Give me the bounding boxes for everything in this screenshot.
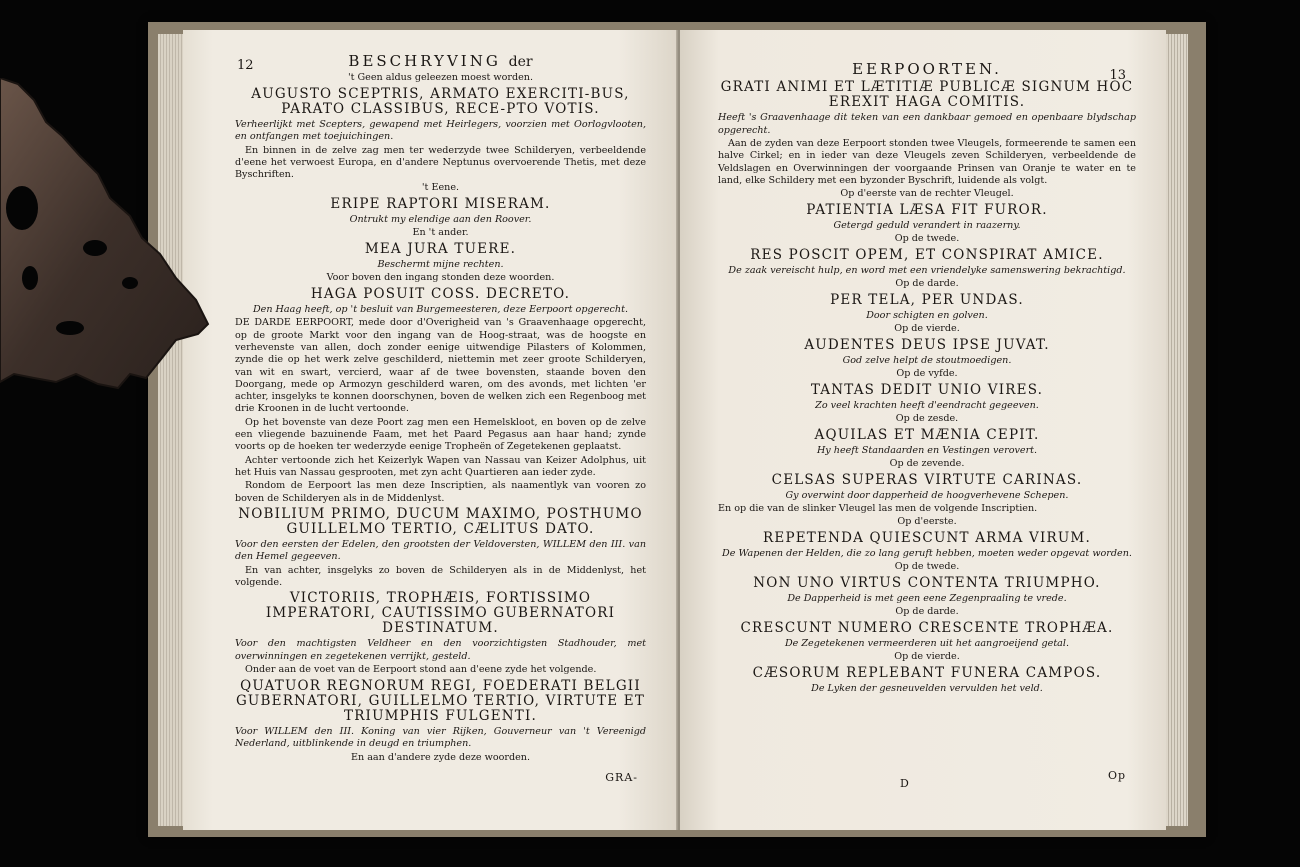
left-wing-inscriptions xyxy=(718,531,1136,696)
paragraph: Op het bovenste van deze Poort zag men een Hemelskloot, en boven op de zelve een vliegende bazuinende Faam, met het Paard Pegasus aan haar hand; zynde voorts op de hoeken ter wederzyde eenige Tropheën of Zegetekenen geplaatst. xyxy=(235,416,646,453)
latin-inscription: PATIENTIA LÆSA FIT FUROR. xyxy=(806,201,1048,218)
dutch-translation: De Lyken der gesneuvelden vervulden het veld. xyxy=(811,682,1043,694)
latin-inscription: AUDENTES DEUS IPSE JUVAT. xyxy=(804,336,1050,353)
latin-inscription: PER TELA, PER UNDAS. xyxy=(830,291,1024,308)
metal-page-clip xyxy=(0,78,210,408)
dutch-translation: Zo veel krachten heeft d'eendracht gegeeven. xyxy=(815,399,1039,411)
dutch-translation: Den Haag heeft, op 't besluit van Burgemeesteren, deze Eerpoort opgerecht. xyxy=(252,303,629,315)
paragraph: Onder aan de voet van de Eerpoort stond aan d'eene zyde het volgende. xyxy=(245,664,597,676)
catchword: Op xyxy=(1107,769,1126,782)
dutch-translation: Voor den machtigsten Veldheer en den voorzichtigsten Stadhouder, met overwinningen en zegetekenen verrijkt, gesteld. xyxy=(235,638,646,662)
right-page-edges xyxy=(1166,34,1188,826)
label: Op de twede. xyxy=(894,233,960,245)
label: Op de darde. xyxy=(895,278,959,290)
dutch-translation: De Zegetekenen vermeerderen uit het aangroeijend getal. xyxy=(784,637,1070,649)
dutch-translation: De Dapperheid is met geen eene Zegenpraaling te vrede. xyxy=(787,592,1067,604)
text-line: 't Geen aldus geleezen moest worden. xyxy=(347,72,534,83)
paragraph: Aan de zyden van deze Eerpoort stonden twee Vleugels, formeerende te samen een halve Cirkel; en in ieder van deze Vleugels zeven Schilderyen, verbeeldende de Veldslagen en Overwinningen der voorgaande Prinsen van Oranje te water en te land, elke Schildery met een byzonder Byschrift, luidende als volgt. xyxy=(718,138,1136,186)
dutch-translation: Voor den eersten der Edelen, den grootsten der Veldoversten, WILLEM den III. van den Hemel gegeeven. xyxy=(235,538,646,563)
latin-inscription: REPETENDA QUIESCUNT ARMA VIRUM. xyxy=(763,529,1091,546)
dutch-translation: Gy overwint door dapperheid de hoogverhevene Schepen. xyxy=(785,489,1069,501)
signature-mark: D xyxy=(900,777,910,790)
latin-inscription: NOBILIUM PRIMO, DUCUM MAXIMO, POSTHUMO GUILLELMO TERTIO, CÆLITUS DATO. xyxy=(238,505,643,537)
latin-inscription: QUATUOR REGNORUM REGI, FOEDERATI BELGII GUBERNATORI, GUILLELMO TERTIO, VIRTUTE ET TRIUMPHIS FULGENTI. xyxy=(235,677,646,724)
dutch-translation: Verheerlijkt met Scepters, gewapend met Heirlegers, voorzien met Oorlogvlooten, en ontfangen met toejuichingen. xyxy=(235,118,646,142)
latin-inscription: MEA JURA TUERE. xyxy=(364,240,517,257)
label: Op de vierde. xyxy=(894,651,960,663)
label: 't Eene. xyxy=(421,182,460,194)
paragraph: En aan d'andere zyde deze woorden. xyxy=(350,751,531,763)
page-number: 12 xyxy=(237,58,254,73)
dutch-translation: Heeft 's Graavenhaage dit teken van een dankbaar gemoed en openbaare blydschap opgerecht. xyxy=(718,112,1136,136)
latin-inscription: CRESCUNT NUMERO CRESCENTE TROPHÆA. xyxy=(740,619,1114,636)
paragraph: Rondom de Eerpoort las men deze Inscriptien, als naamentlyk van vooren zo boven de Schilderyen als in de Middenlyst. xyxy=(235,480,646,504)
label: Op de zesde. xyxy=(895,413,959,425)
paragraph: Voor boven den ingang stonden deze woorden. xyxy=(326,272,555,284)
latin-inscription: TANTAS DEDIT UNIO VIRES. xyxy=(810,381,1044,398)
right-page xyxy=(680,30,1166,830)
label: Op de zevende. xyxy=(889,458,965,470)
latin-inscription: AQUILAS ET MÆNIA CEPIT. xyxy=(814,426,1040,443)
page-header: EERPOORTEN. xyxy=(852,60,1002,78)
dutch-translation: Door schigten en golven. xyxy=(866,309,988,321)
right-wing-inscriptions xyxy=(718,203,1136,503)
label: En 't ander. xyxy=(412,227,469,239)
dutch-translation: Voor WILLEM den III. Koning van vier Rijken, Gouverneur van 't Vereenigd Nederland, uitblinkende in deugd en triumphen. xyxy=(235,725,646,750)
latin-inscription: AUGUSTO SCEPTRIS, ARMATO EXERCITI-BUS, PARATO CLASSIBUS, RECE-PTO VOTIS. xyxy=(251,85,630,117)
paragraph: En van achter, insgelyks zo boven de Schilderyen als in de Middenlyst, het volgende. xyxy=(235,564,646,589)
dutch-translation: Ontrukt my elendige aan den Roover. xyxy=(349,213,532,225)
paragraph: Achter vertoonde zich het Keizerlyk Wapen van Nassau van Keizer Adolphus, uit het Huis van Nassau gesprooten, met zyn acht Quartieren aan ieder zyde. xyxy=(235,454,646,478)
latin-inscription: CELSAS SUPERAS VIRTUTE CARINAS. xyxy=(771,471,1083,488)
latin-inscription: VICTORIIS, TROPHÆIS, FORTISSIMO IMPERATORI, CAUTISSIMO GUBERNATORI DESTINATUM. xyxy=(265,590,616,637)
latin-inscription: ERIPE RAPTORI MISERAM. xyxy=(330,195,551,212)
page-header: BESCHRYVING der xyxy=(348,52,533,70)
left-page xyxy=(183,30,678,830)
latin-inscription: NON UNO VIRTUS CONTENTA TRIUMPHO. xyxy=(753,574,1101,591)
label: Op d'eerste van de rechter Vleugel. xyxy=(840,188,1014,200)
label: Op d'eerste. xyxy=(897,516,957,528)
label: Op de vyfde. xyxy=(896,368,958,380)
dutch-translation: Beschermt mijne rechten. xyxy=(377,258,504,270)
dutch-translation: De zaak vereischt hulp, en word met een vriendelyke samenswering bekrachtigd. xyxy=(728,264,1126,276)
dutch-translation: God zelve helpt de stoutmoedigen. xyxy=(842,354,1012,366)
dutch-translation: Getergd geduld verandert in raazerny. xyxy=(833,219,1021,231)
dutch-translation: De Wapenen der Helden, die zo lang geruft hebben, moeten weder opgevat worden. xyxy=(722,547,1132,559)
page-number: 13 xyxy=(1109,68,1126,83)
catchword: GRA- xyxy=(605,771,638,784)
latin-inscription: RES POSCIT OPEM, ET CONSPIRAT AMICE. xyxy=(750,246,1104,263)
paragraph: DE DARDE EERPOORT, mede door d'Overigheid van 's Graavenhaage opgerecht, op de groote Markt voor den ingang van de Hoog-straat, was de hoogste en verhevenste van allen, doch zonder eenige uitwendige Pilasters of Kolommen, zynde die op het werk zelve geschilderd, niettemin met zeer groote Schilderyen, van wit en swart, vercierd, waar af de twee bovensten, staande boven den Doorgang, mede op Armozyn geschilderd waren, om des avonds, met lichten 'er achter, insgelyks te konnen doorschynen, boven de welken zich een Regenboog met drie Kroonen in de lucht vertoonde. xyxy=(235,317,646,415)
label: Op de darde. xyxy=(895,606,959,618)
latin-inscription: GRATI ANIMI ET LÆTITIÆ PUBLICÆ SIGNUM HOC EREXIT HAGA COMITIS. xyxy=(720,79,1134,110)
label: Op de vierde. xyxy=(894,323,960,335)
dutch-translation: Hy heeft Standaarden en Vestingen verovert. xyxy=(816,444,1038,456)
paragraph: En binnen in de zelve zag men ter wederzyde twee Schilderyen, verbeeldende d'eene het verwoest Europa, en d'andere Neptunus overvoerende Thetis, met deze Byschriften. xyxy=(235,144,646,181)
latin-inscription: HAGA POSUIT COSS. DECRETO. xyxy=(310,285,571,302)
label: Op de twede. xyxy=(894,561,960,573)
paragraph: En op die van de slinker Vleugel las men de volgende Inscriptien. xyxy=(718,503,1038,515)
latin-inscription: CÆSORUM REPLEBANT FUNERA CAMPOS. xyxy=(752,664,1102,681)
